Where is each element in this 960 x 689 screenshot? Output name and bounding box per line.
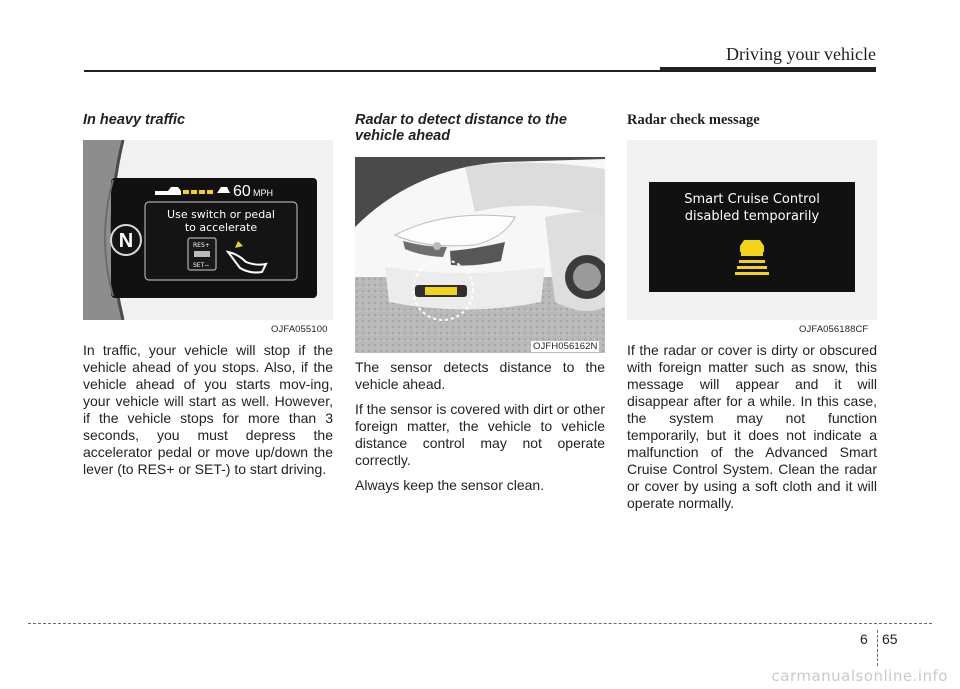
body-paragraph: Always keep the sensor clean. xyxy=(355,477,545,493)
chapter-number: 6 xyxy=(860,631,868,647)
footer-divider xyxy=(877,630,878,666)
section-heavy-traffic xyxy=(83,112,333,128)
switch-icon xyxy=(188,238,216,270)
car-front-illustration xyxy=(355,157,605,353)
figure-code: OJFH056162N xyxy=(533,341,598,352)
page-header-title: Driving your vehicle xyxy=(726,44,876,64)
cluster-message-line2: to accelerate xyxy=(184,221,258,234)
body-paragraph: In traffic, your vehicle will stop if the vehicle ahead of you stops. Also, if the vehicle ahead of you starts mov-ing, your vehicle will start as well. However, if the vehicle stops for more than 3 seconds, you must depress the accelerator pedal or move up/down the lever (to RES+ or SET-) to start driving. xyxy=(83,342,333,477)
svg-text:RES+: RES+ xyxy=(193,242,210,249)
radar-message-line1: Smart Cruise Control xyxy=(684,192,820,207)
radar-sensor xyxy=(425,287,457,295)
radar-text xyxy=(355,359,605,494)
section-heading: Radar check message xyxy=(627,112,760,128)
figure-code: OJFA056188CF xyxy=(799,324,869,335)
svg-text:SET−: SET− xyxy=(193,262,210,269)
page-number: 65 xyxy=(882,631,898,647)
gear-letter: N xyxy=(118,230,134,252)
radar-message-illustration xyxy=(627,140,877,320)
section-heading: Radar to detect distance to the vehicle ahead xyxy=(355,112,567,144)
watermark: carmanualsonline.info xyxy=(771,667,948,685)
radar-message-figure xyxy=(627,140,877,320)
radar-figure xyxy=(355,157,605,353)
body-paragraph: The sensor detects distance to the vehicle ahead. xyxy=(355,359,605,392)
body-paragraph: If the radar or cover is dirty or obscured with foreign matter such as snow, this message will appear and it will disappear after for a while. In this case, the system may not function temporarily, but it does not indicate a malfunction of the Advanced Smart Cruise Control System. Clean the radar or cover by using a soft cloth and it will operate normally. xyxy=(627,342,877,511)
header-rule-accent xyxy=(660,67,876,72)
section-heading: In heavy traffic xyxy=(83,112,186,128)
speed-unit: MPH xyxy=(253,188,273,198)
radar-message-line2: disabled temporarily xyxy=(684,209,820,224)
cluster-message-line1: Use switch or pedal xyxy=(167,208,275,221)
footer-rule xyxy=(28,623,932,624)
cluster-figure xyxy=(83,140,333,320)
section-radar-sensor xyxy=(355,112,605,144)
cluster-illustration xyxy=(83,140,333,320)
speed-value: 60 xyxy=(233,183,251,200)
header-rule xyxy=(84,70,660,72)
body-paragraph: If the sensor is covered with dirt or other foreign matter, the vehicle to vehicle distance control may not operate correctly. xyxy=(355,401,605,468)
figure-code: OJFA055100 xyxy=(271,324,328,335)
section-radar-check xyxy=(627,112,877,128)
